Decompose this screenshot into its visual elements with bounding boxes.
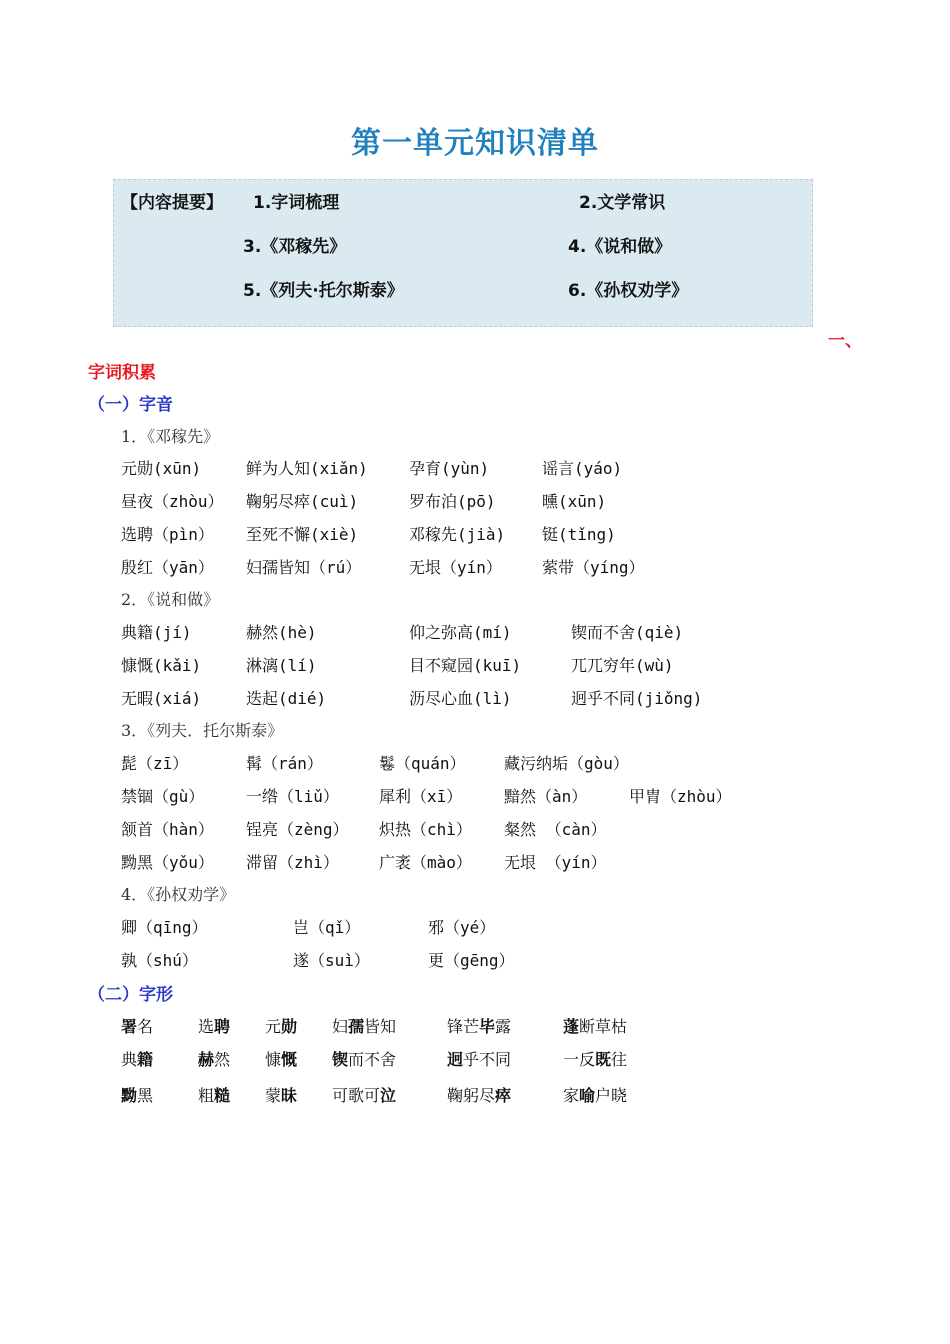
glyph-char: 元 <box>265 1017 282 1036</box>
glyph-key-char: 慨 <box>281 1050 298 1069</box>
glyph-key-char: 锲 <box>332 1050 349 1069</box>
glyph-key-char: 孺 <box>348 1017 365 1036</box>
glyph-char: 然 <box>214 1050 231 1069</box>
word-entry: 邪（yé） <box>428 918 496 937</box>
glyph-word <box>198 1047 230 1070</box>
glyph-word <box>265 1083 297 1106</box>
word-entry: 淋漓(lí) <box>246 656 317 675</box>
glyph-char: 而不舍 <box>348 1050 397 1069</box>
summary-item: 3.《邓稼先》 <box>243 237 347 257</box>
word-entry: 无暇(xiá) <box>121 689 202 708</box>
glyph-char: 一反 <box>563 1050 596 1069</box>
word-entry: 兀兀穷年(wù) <box>571 656 674 675</box>
glyph-char: 皆知 <box>364 1017 397 1036</box>
word-entry: 赫然(hè) <box>246 623 317 642</box>
glyph-key-char: 迥 <box>447 1050 464 1069</box>
group-title: 3．《列夫．托尔斯泰》 <box>121 721 284 740</box>
word-entry: 粲然 （càn） <box>504 820 607 839</box>
word-entry: 锃亮（zèng） <box>246 820 349 839</box>
word-entry: 黝黑（yǒu） <box>121 853 214 872</box>
glyph-word <box>265 1014 297 1037</box>
word-entry: 目不窥园(kuī) <box>409 656 522 675</box>
word-entry: 更（gēng） <box>428 951 515 970</box>
glyph-word <box>121 1047 153 1070</box>
word-entry: 无垠 （yín） <box>504 853 607 872</box>
glyph-word <box>198 1083 230 1106</box>
word-entry: 颔首（hàn） <box>121 820 214 839</box>
word-entry: 慷慨(kǎi) <box>121 656 202 675</box>
glyphs-heading: （二）字形 <box>88 985 173 1005</box>
glyph-key-char: 既 <box>595 1050 612 1069</box>
glyph-char: 黑 <box>137 1086 154 1105</box>
word-entry: 一绺（liǔ） <box>246 787 339 806</box>
glyph-key-char: 勋 <box>281 1017 298 1036</box>
glyph-key-char: 瘁 <box>495 1086 512 1105</box>
word-entry: 迭起(dié) <box>246 689 327 708</box>
summary-label: 【内容提要】 <box>121 193 223 213</box>
word-entry: 选聘（pìn） <box>121 525 214 544</box>
group-title: 1．《邓稼先》 <box>121 427 220 446</box>
glyph-word <box>447 1047 511 1070</box>
glyph-char: 蒙 <box>265 1086 282 1105</box>
word-entry: 孰（shú） <box>121 951 198 970</box>
glyph-key-char: 毕 <box>479 1017 496 1036</box>
word-entry: 黯然（àn） <box>504 787 588 806</box>
group-title: 2．《说和做》 <box>121 590 220 609</box>
pronunciation-heading: （一）字音 <box>88 395 173 415</box>
word-entry: 殷红（yān） <box>121 558 214 577</box>
word-entry: 沥尽心血(lì) <box>409 689 512 708</box>
page-title: 第一单元知识清单 <box>351 126 599 161</box>
word-entry: 罗布泊(pō) <box>409 492 496 511</box>
glyph-key-char: 泣 <box>380 1086 397 1105</box>
glyph-char: 乎不同 <box>463 1050 512 1069</box>
word-entry: 髯（rán） <box>246 754 323 773</box>
glyph-word <box>447 1083 511 1106</box>
summary-item: 5.《列夫·托尔斯泰》 <box>243 281 404 301</box>
glyph-key-char: 赫 <box>198 1050 215 1069</box>
glyph-word <box>332 1014 396 1037</box>
word-entry: 妇孺皆知（rú） <box>246 558 362 577</box>
glyph-char: 慷 <box>265 1050 282 1069</box>
glyph-char: 名 <box>137 1017 154 1036</box>
summary-item: 4.《说和做》 <box>568 237 672 257</box>
glyph-key-char: 喻 <box>579 1086 596 1105</box>
summary-item: 6.《孙权劝学》 <box>568 281 689 301</box>
glyph-char: 露 <box>495 1017 512 1036</box>
glyph-word <box>332 1047 396 1070</box>
word-entry: 禁锢（gù） <box>121 787 205 806</box>
glyph-key-char: 昧 <box>281 1086 298 1105</box>
glyph-key-char: 聘 <box>214 1017 231 1036</box>
glyph-char: 锋芒 <box>447 1017 480 1036</box>
word-entry: 谣言(yáo) <box>542 459 623 478</box>
section-number: 一、 <box>828 331 862 351</box>
word-entry: 无垠（yín） <box>409 558 502 577</box>
glyph-key-char: 籍 <box>137 1050 154 1069</box>
word-entry: 广袤（mào） <box>379 853 472 872</box>
glyph-word <box>563 1047 627 1070</box>
word-entry: 曛(xūn) <box>542 492 607 511</box>
word-entry: 元勋(xūn) <box>121 459 202 478</box>
word-entry: 至死不懈(xiè) <box>246 525 359 544</box>
glyph-char: 典 <box>121 1050 138 1069</box>
section-title: 字词积累 <box>88 363 156 383</box>
glyph-char: 选 <box>198 1017 215 1036</box>
glyph-char: 断草枯 <box>579 1017 628 1036</box>
word-entry: 孕育(yùn) <box>409 459 490 478</box>
glyph-word <box>563 1014 627 1037</box>
glyph-key-char: 蓬 <box>563 1017 580 1036</box>
word-entry: 鞠躬尽瘁(cuì) <box>246 492 359 511</box>
glyph-char: 户晓 <box>595 1086 628 1105</box>
word-entry: 髭（zī） <box>121 754 189 773</box>
glyph-char: 鞠躬尽 <box>447 1086 496 1105</box>
glyph-key-char: 署 <box>121 1017 138 1036</box>
word-entry: 萦带（yíng） <box>542 558 645 577</box>
glyph-char: 家 <box>563 1086 580 1105</box>
word-entry: 迥乎不同(jiǒng) <box>571 689 703 708</box>
glyph-word <box>198 1014 230 1037</box>
summary-item: 1.字词梳理 <box>253 193 340 213</box>
word-entry: 遂（suì） <box>293 951 370 970</box>
glyph-char: 可歌可 <box>332 1086 381 1105</box>
word-entry: 藏污纳垢（gòu） <box>504 754 629 773</box>
word-entry: 卿（qīng） <box>121 918 208 937</box>
word-entry: 铤(tǐng) <box>542 525 616 544</box>
word-entry: 岂（qǐ） <box>293 918 361 937</box>
word-entry: 炽热（chì） <box>379 820 472 839</box>
glyph-word <box>447 1014 511 1037</box>
word-entry: 滞留（zhì） <box>246 853 339 872</box>
word-entry: 仰之弥高(mí) <box>409 623 512 642</box>
glyph-word <box>121 1014 153 1037</box>
word-entry: 昼夜（zhòu） <box>121 492 224 511</box>
word-entry: 鬈（quán） <box>379 754 466 773</box>
glyph-word <box>121 1083 153 1106</box>
glyph-char: 粗 <box>198 1086 215 1105</box>
word-entry: 甲胄（zhòu） <box>629 787 732 806</box>
word-entry: 典籍(jí) <box>121 623 192 642</box>
glyph-key-char: 黝 <box>121 1086 138 1105</box>
word-entry: 鲜为人知(xiǎn) <box>246 459 368 478</box>
glyph-word <box>265 1047 297 1070</box>
glyph-word <box>332 1083 396 1106</box>
word-entry: 邓稼先(jià) <box>409 525 506 544</box>
glyph-word <box>563 1083 627 1106</box>
glyph-key-char: 糙 <box>214 1086 231 1105</box>
group-title: 4．《孙权劝学》 <box>121 885 236 904</box>
word-entry: 犀利（xī） <box>379 787 463 806</box>
word-entry: 锲而不舍(qiè) <box>571 623 684 642</box>
summary-item: 2.文学常识 <box>579 193 666 213</box>
glyph-char: 往 <box>611 1050 628 1069</box>
glyph-char: 妇 <box>332 1017 349 1036</box>
